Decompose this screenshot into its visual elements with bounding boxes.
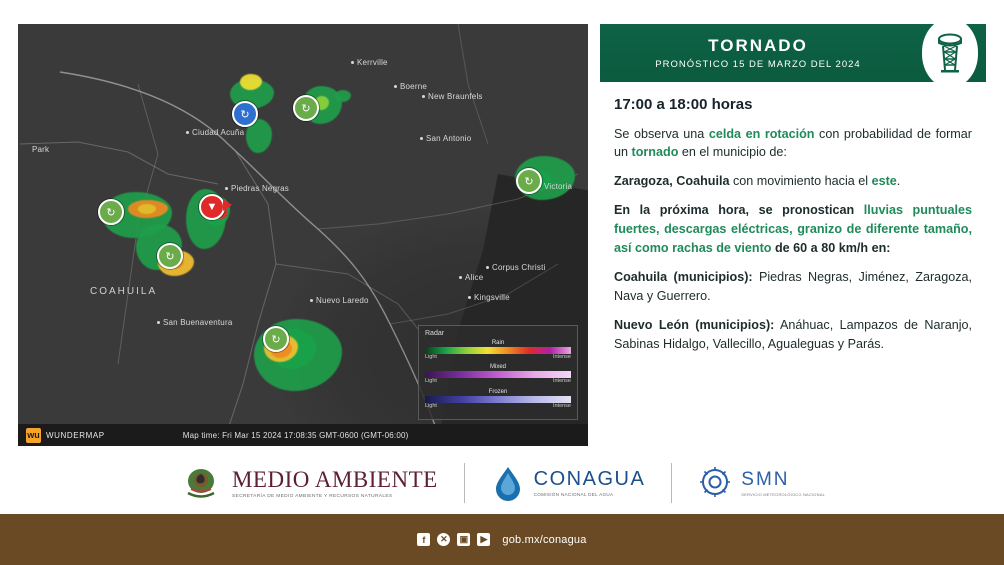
smn-emblem-icon (698, 465, 732, 501)
radar-legend-endpoints: Light Intense (425, 353, 571, 360)
social-bottom-bar (0, 514, 1004, 565)
map-label: Alice (459, 273, 483, 282)
radar-legend-row (425, 364, 571, 385)
map-label: Park (32, 145, 50, 154)
website-url[interactable]: gob.mx/conagua (502, 533, 587, 546)
map-label: San Buenaventura (157, 318, 232, 327)
p2-b: con movimiento hacia el (729, 174, 872, 189)
medio-ambiente-text (232, 468, 438, 499)
tornado-marker-red[interactable]: ▼ (199, 194, 225, 220)
mexico-coat-of-arms-icon (179, 465, 223, 501)
map-label: Piedras Negras (225, 184, 289, 193)
p2-municipality: Zaragoza, Coahuila (614, 174, 730, 189)
forecast-paragraph-5 (614, 316, 972, 354)
p1-b: con probabilidad de formar un (614, 126, 972, 160)
map-label: Ciudad Acuña (186, 128, 244, 137)
rotation-marker-green-1[interactable]: ↻ (293, 95, 319, 121)
p1-c: en el municipio de: (678, 145, 787, 160)
map-label: Nuevo Laredo (310, 296, 369, 305)
p1-a: Se observa una (614, 126, 709, 141)
radar-tower-icon (934, 32, 966, 74)
smn-title: SMN (741, 468, 790, 490)
radar-legend-row-name: Mixed (489, 364, 506, 370)
radar-legend-row (425, 389, 571, 410)
radar-map-panel[interactable] (18, 24, 588, 446)
p3-highlight: lluvias puntuales fuertes, descargas eléctricas, granizo de diferente tamaño, así como rachas de viento (614, 203, 972, 255)
rotation-marker-green-4[interactable]: ↻ (516, 168, 542, 194)
map-label: COAHUILA (90, 286, 158, 297)
forecast-hours: 17:00 a 18:00 horas (614, 96, 753, 113)
medio-ambiente-title: MEDIO AMBIENTE (231, 466, 438, 492)
p4-label: Coahuila (municipios): (614, 269, 753, 284)
p2-c: . (896, 174, 901, 189)
medio-ambiente-logo (179, 465, 438, 501)
forecast-info-panel (600, 24, 986, 446)
p2-direction: este (871, 174, 897, 189)
water-drop-icon (491, 464, 525, 502)
p4-text: Piedras Negras, Jiménez, Zaragoza, Nava y Guerrero. (614, 269, 972, 303)
map-label: Victoria (538, 182, 572, 191)
forecast-paragraph-2 (614, 172, 972, 191)
smn-logo (698, 465, 825, 501)
conagua-logo (491, 464, 646, 502)
p1-highlight-2: tornado (631, 145, 679, 160)
p3-a: En la próxima hora, se pronostican (614, 203, 864, 218)
radar-legend-gradient (425, 396, 571, 403)
radar-legend-gradient (425, 347, 571, 354)
p1-highlight-1: celda en rotación (708, 126, 815, 141)
facebook-icon[interactable]: f (417, 533, 430, 546)
forecast-text (600, 82, 986, 353)
wundermap-label: WUNDERMAP (46, 430, 105, 440)
smn-text (741, 470, 825, 497)
map-label: Kingsville (468, 293, 510, 302)
forecast-paragraph-4 (614, 268, 972, 306)
forecast-paragraph-1 (614, 125, 972, 163)
logo-divider-2 (671, 463, 672, 503)
medio-ambiente-subtitle: SECRETARÍA DE MEDIO AMBIENTE Y RECURSOS NATURALES (231, 493, 393, 499)
map-footer (18, 424, 588, 446)
rotation-marker-green-5[interactable]: ↻ (263, 326, 289, 352)
agency-logo-bar (0, 452, 1004, 514)
tornado-banner (600, 24, 986, 82)
conagua-subtitle: COMISIÓN NACIONAL DEL AGUA (533, 492, 614, 497)
radar-legend-row-name: Frozen (488, 388, 508, 395)
radar-legend-row (425, 340, 571, 361)
rotation-marker-green-3[interactable]: ↻ (157, 243, 183, 269)
banner-subtitle: PRONÓSTICO 15 DE MARZO DEL 2024 (655, 59, 861, 70)
map-label: New Braunfels (422, 92, 483, 101)
radar-tower-badge (922, 18, 978, 88)
radar-legend-title: Radar (425, 329, 445, 337)
instagram-icon[interactable]: ▣ (457, 533, 470, 546)
wundermap-mark: wu (26, 428, 41, 443)
p3-b: de 60 a 80 km/h en: (771, 240, 891, 255)
wundermap-logo (26, 428, 105, 443)
banner-title: TORNADO (708, 36, 808, 55)
logo-divider-1 (464, 463, 465, 503)
radar-legend-endpoints: Light Intense (425, 402, 571, 409)
x-twitter-icon[interactable]: ✕ (437, 533, 450, 546)
conagua-title: CONAGUA (533, 468, 646, 490)
radar-legend-endpoints: Light Intense (425, 378, 571, 384)
rotation-marker-blue[interactable]: ↻ (232, 101, 258, 127)
youtube-icon[interactable]: ▶ (477, 533, 490, 546)
radar-legend-row-name: Rain (491, 339, 505, 346)
map-label: Boerne (394, 82, 427, 91)
p5-label: Nuevo León (municipios): (614, 317, 775, 332)
forecast-paragraph-3 (614, 201, 972, 258)
map-label: San Antonio (420, 134, 471, 143)
conagua-text (534, 469, 646, 497)
rotation-marker-green-2[interactable]: ↻ (98, 199, 124, 225)
map-timestamp: Map time: Fri Mar 15 2024 17:08:35 GMT-0600 (GMT-06:00) (182, 430, 409, 440)
radar-legend-gradient (425, 371, 571, 378)
map-label: Corpus Christi (486, 263, 545, 272)
map-label: Kerrville (351, 58, 388, 67)
radar-legend (418, 325, 578, 421)
p5-text: Anáhuac, Lampazos de Naranjo, Sabinas Hidalgo, Vallecillo, Agualeguas y Parás. (614, 317, 973, 351)
smn-subtitle: SERVICIO METEOROLÓGICO NACIONAL (741, 491, 825, 497)
